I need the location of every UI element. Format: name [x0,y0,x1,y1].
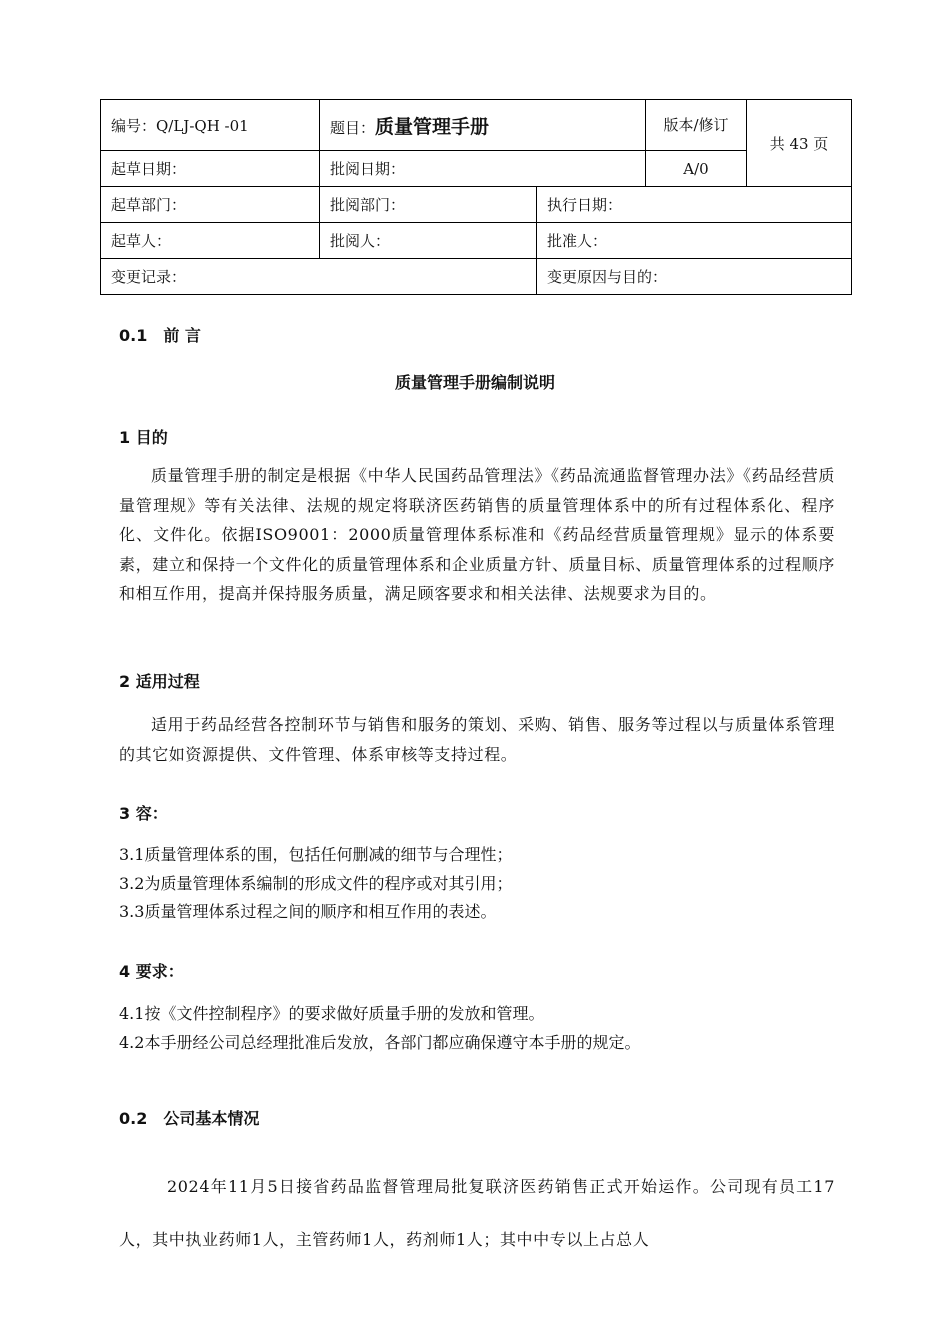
list-item: 3.3质量管理体系过程之间的顺序和相互作用的表述。 [119,902,497,921]
heading-scope: 2 适用过程 [119,672,200,691]
heading-requirements: 4 要求： [119,962,184,981]
doc-title-cell [320,100,646,151]
heading-content: 3 容： [119,804,168,823]
reviewer-cell: 批阅人： [320,223,537,259]
approver-cell: 批准人： [537,223,852,259]
approve-date-cell: 批阅日期： [320,151,646,187]
heading-purpose: 1 目的 [119,428,168,447]
change-reason-cell: 变更原因与目的： [537,259,852,295]
paragraph-company-info: 2024年11月5日接省药品监督管理局批复联济医药销售正式开始运作。公司现有员工17人，其中执业药师1人，主管药师1人，药剂师1人；其中中专以上占总人 [119,1177,835,1249]
section-0-1-heading: 0.1 前 言 [119,326,201,345]
list-item: 3.2为质量管理体系编制的形成文件的程序或对其引用； [119,873,513,893]
version-label-cell: 版本/修订 [646,100,747,151]
section-0-2-heading: 0.2 公司基本情况 [119,1109,260,1128]
manual-compile-title: 质量管理手册编制说明 [394,373,555,392]
list-item: 4.2本手册经公司总经理批准后发放，各部门都应确保遵守本手册的规定。 [119,1032,641,1052]
doc-title: 质量管理手册 [375,115,490,138]
version-value-cell: A/0 [646,151,747,187]
content-list [119,841,835,927]
paragraph-purpose: 质量管理手册的制定是根据《中华人民国药品管理法》《药品流通监督管理办法》《药品经营质量管理规》等有关法律、法规的规定将联济医药销售的质量管理体系中的所有过程体系化、程序化、文件化。依据ISO9001：2000质量管理体系标准和《药品经营质量管理规》显示的体系要素，建立和保持一个文件化的质量管理体系和企业质量方针、质量目标、质量管理体系的过程顺序和相互作用，提高并保持服务质量，满足顾客要求和相关法律、法规要求为目的。 [119,466,835,603]
doc-title-label: 题目： [330,118,376,137]
draft-dept-cell: 起草部门： [101,187,320,223]
list-item: 4.1按《文件控制程序》的要求做好质量手册的发放和管理。 [119,1004,545,1023]
change-record-cell: 变更记录： [101,259,537,295]
exec-date-cell: 执行日期： [537,187,852,223]
doc-code-cell: 编号：Q/LJ-QH -01 [101,100,320,151]
page-count-cell: 共 43 页 [747,100,852,187]
document-header-table [100,99,852,295]
list-item: 3.1质量管理体系的围，包括任何删减的细节与合理性； [119,845,513,864]
drafter-cell: 起草人： [101,223,320,259]
paragraph-scope: 适用于药品经营各控制环节与销售和服务的策划、采购、销售、服务等过程以与质量体系管理的其它如资源提供、文件管理、体系审核等支持过程。 [119,715,835,764]
requirements-list [119,1000,835,1057]
draft-date-cell: 起草日期： [101,151,320,187]
approve-dept-cell: 批阅部门： [320,187,537,223]
